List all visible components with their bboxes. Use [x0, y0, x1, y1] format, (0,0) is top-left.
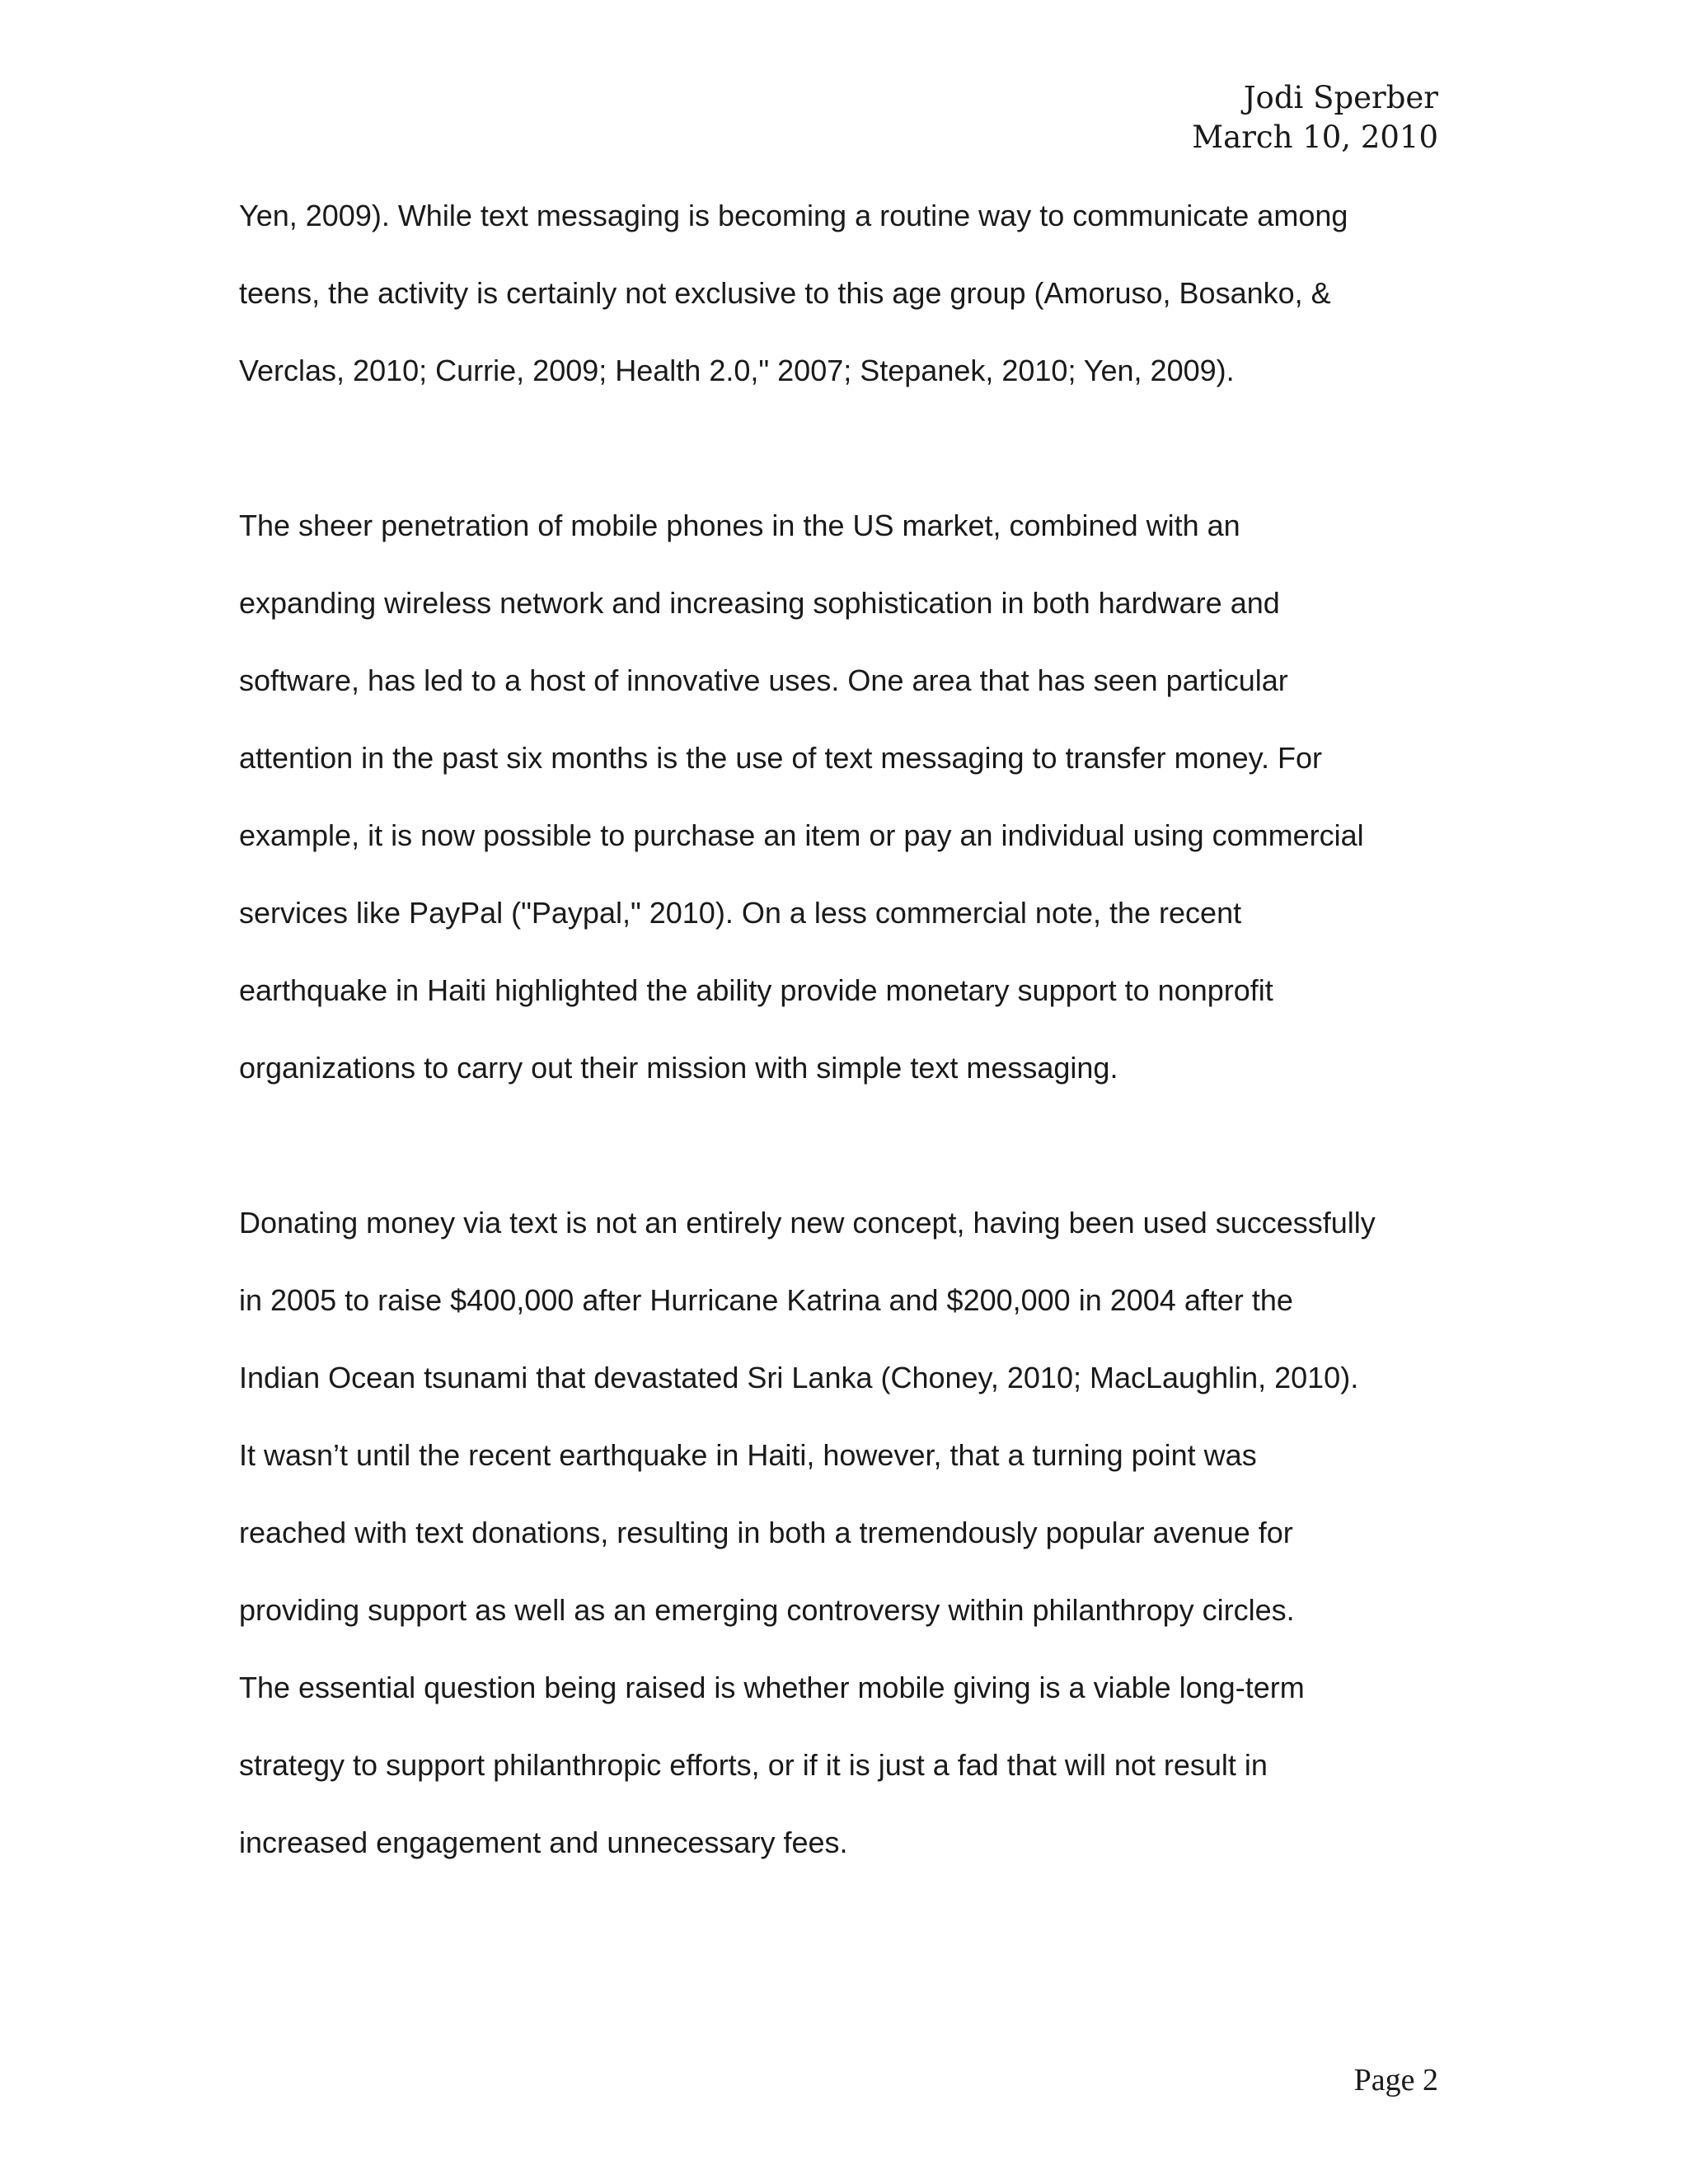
text-line: Verclas, 2010; Currie, 2009; Health 2.0," 2007; Stepanek, 2010; Yen, 2009). — [239, 354, 1235, 387]
document-body — [239, 192, 1459, 1896]
text-line: software, has led to a host of innovative uses. One area that has seen particular — [239, 663, 1288, 697]
text-line: services like PayPal ("Paypal," 2010). On a less commercial note, the recent — [239, 896, 1242, 930]
text-line: organizations to carry out their mission with simple text messaging. — [239, 1051, 1118, 1085]
paragraph-3 — [239, 1199, 1459, 1896]
paragraph-2 — [239, 502, 1459, 1122]
text-line: strategy to support philanthropic efforts, or if it is just a fad that will not result in — [239, 1748, 1268, 1782]
text-line: providing support as well as an emerging controversy within philanthropy circles. — [239, 1593, 1295, 1627]
page-number: Page 2 — [1353, 2063, 1438, 2097]
author-name: Jodi Sperber — [1243, 80, 1438, 115]
header-date: March 10, 2010 — [1192, 120, 1438, 155]
text-line: It wasn’t until the recent earthquake in Haiti, however, that a turning point was — [239, 1438, 1257, 1472]
text-line: attention in the past six months is the use of text messaging to transfer money. For — [239, 741, 1322, 775]
text-line: Yen, 2009). While text messaging is becoming a routine way to communicate among — [239, 199, 1348, 232]
text-line: example, it is now possible to purchase an item or pay an individual using commercial — [239, 818, 1364, 852]
text-line: Indian Ocean tsunami that devastated Sri Lanka (Choney, 2010; MacLaughlin, 2010). — [239, 1361, 1359, 1394]
text-line: increased engagement and unnecessary fees. — [239, 1825, 848, 1859]
paragraph-spacer — [239, 424, 1459, 502]
text-line: expanding wireless network and increasing sophistication in both hardware and — [239, 586, 1280, 620]
paragraph-1 — [239, 192, 1459, 424]
text-line: The essential question being raised is whether mobile giving is a viable long-term — [239, 1671, 1305, 1704]
page-header — [1192, 78, 1438, 157]
text-line: Donating money via text is not an entirely new concept, having been used successfully — [239, 1206, 1376, 1240]
paragraph-spacer — [239, 1122, 1459, 1199]
text-line: earthquake in Haiti highlighted the ability provide monetary support to nonprofit — [239, 973, 1273, 1007]
text-line: The sheer penetration of mobile phones in the US market, combined with an — [239, 509, 1240, 542]
text-line: in 2005 to raise $400,000 after Hurricane Katrina and $200,000 in 2004 after the — [239, 1283, 1293, 1317]
text-line: teens, the activity is certainly not exclusive to this age group (Amoruso, Bosanko, & — [239, 276, 1331, 310]
text-line: reached with text donations, resulting in both a tremendously popular avenue for — [239, 1516, 1293, 1549]
